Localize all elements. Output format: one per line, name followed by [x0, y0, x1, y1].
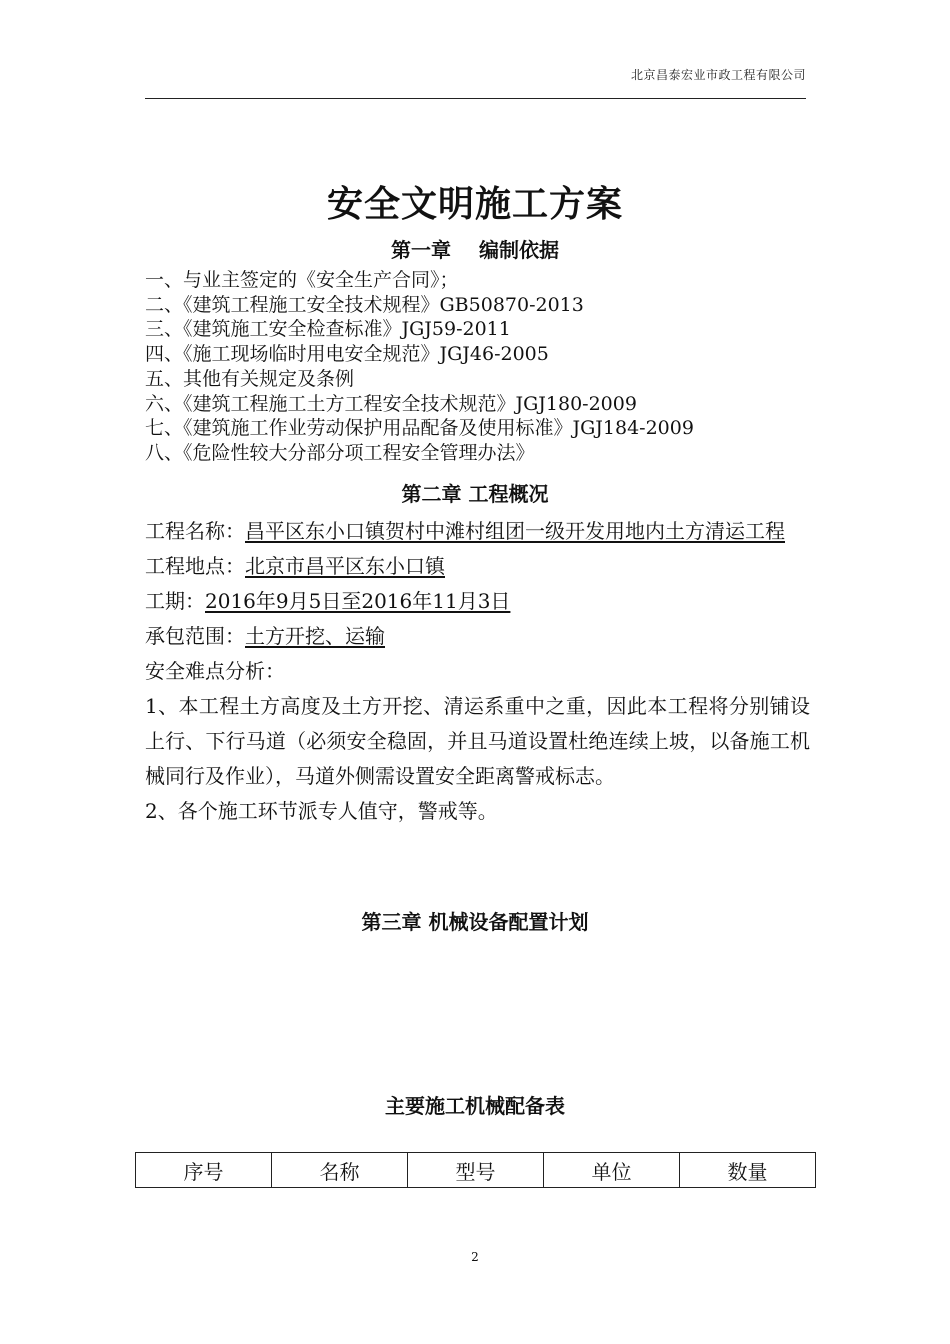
column-header-index: 序号	[136, 1153, 272, 1188]
project-period-value: 2016年9月5日至2016年11月3日	[205, 589, 511, 613]
chapter-2-heading: 第二章 工程概况	[401, 482, 549, 506]
chapter-1-title: 编制依据	[479, 238, 559, 262]
equipment-table	[135, 1152, 816, 1188]
column-header-quantity: 数量	[680, 1153, 816, 1188]
safety-analysis-label: 安全难点分析：	[145, 659, 285, 683]
basis-item: 八、《危险性较大分部分项工程安全管理办法》	[145, 441, 535, 464]
project-name-line	[145, 514, 810, 549]
safety-analysis-item-2: 2、各个施工环节派专人值守，警戒等。	[145, 799, 498, 823]
project-scope-line	[145, 619, 810, 654]
basis-item: 一、与业主签定的《安全生产合同》；	[145, 269, 459, 291]
project-location-label: 工程地点：	[145, 554, 245, 578]
column-header-name: 名称	[272, 1153, 408, 1188]
project-name-value: 昌平区东小口镇贺村中滩村组团一级开发用地内土方清运工程	[245, 519, 785, 543]
project-name-label: 工程名称：	[145, 519, 245, 543]
chapter-1-label: 第一章	[391, 238, 451, 262]
column-header-model: 型号	[408, 1153, 544, 1188]
basis-item: 五、其他有关规定及条例	[145, 367, 355, 390]
safety-analysis-item-1: 1、本工程土方高度及土方开挖、清运系重中之重，因此本工程将分别铺设上行、下行马道（必须安全稳固，并且马道设置杜绝连续上坡，以备施工机械同行及作业），马道外侧需设置安全距离警戒标志。	[145, 694, 810, 788]
page-number: 2	[471, 1250, 479, 1264]
equipment-table-header-row	[136, 1153, 816, 1188]
basis-item: 七、《建筑施工作业劳动保护用品配备及使用标准》JGJ184-2009	[145, 417, 694, 440]
project-period-line	[145, 584, 810, 619]
column-header-unit: 单位	[544, 1153, 680, 1188]
document-title: 安全文明施工方案	[326, 183, 623, 225]
header-divider	[145, 98, 806, 99]
equipment-table-title: 主要施工机械配备表	[385, 1094, 565, 1118]
basis-item: 六、《建筑工程施工土方工程安全技术规范》JGJ180-2009	[145, 392, 637, 415]
project-period-label: 工期：	[145, 589, 205, 613]
project-scope-label: 承包范围：	[145, 624, 245, 648]
chapter-3-heading: 第三章 机械设备配置计划	[361, 910, 589, 934]
project-location-value: 北京市昌平区东小口镇	[245, 554, 445, 578]
basis-list	[145, 268, 694, 466]
header-company-name: 北京昌泰宏业市政工程有限公司	[630, 68, 806, 82]
basis-item: 二、《建筑工程施工安全技术规程》GB50870-2013	[145, 293, 584, 316]
project-scope-value: 土方开挖、运输	[245, 624, 385, 648]
project-location-line	[145, 549, 810, 584]
basis-item: 三、《建筑施工安全检查标准》JGJ59-2011	[145, 318, 511, 341]
chapter-1-heading	[0, 234, 950, 263]
basis-item: 四、《施工现场临时用电安全规范》JGJ46-2005	[145, 343, 549, 366]
project-overview	[145, 514, 810, 829]
